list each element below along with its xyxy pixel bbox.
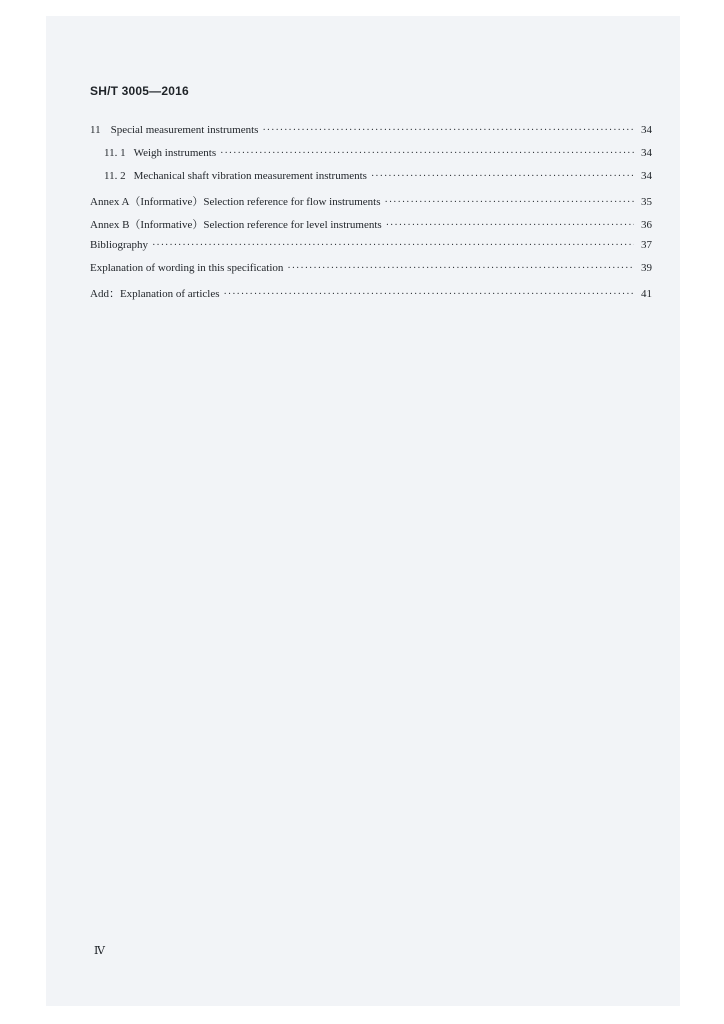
toc-entry[interactable] (90, 239, 652, 262)
toc-entry-title: Bibliography (90, 239, 149, 251)
toc-entry-page: 39 (641, 262, 652, 274)
toc-entry[interactable] (90, 216, 652, 239)
toc-entry-number: 11. 2 (104, 170, 126, 182)
toc-entry-title: Annex B（Informative）Selection reference for level instruments (90, 219, 382, 231)
document-page (46, 16, 680, 1006)
toc-entry-title: Special measurement instruments (110, 124, 259, 136)
toc-entry-title: Weigh instruments (133, 147, 217, 159)
toc-entry-number: 11. 1 (104, 147, 126, 159)
toc-leader-dots (152, 240, 634, 251)
toc-entry[interactable] (90, 262, 652, 285)
toc-entry[interactable] (90, 147, 652, 170)
toc-leader-dots (287, 263, 634, 274)
document-code: SH/T 3005—2016 (90, 84, 189, 98)
toc-entry[interactable] (90, 170, 652, 193)
toc-entry-page: 34 (641, 170, 652, 182)
toc-leader-dots (371, 171, 634, 182)
toc-entry-page: 35 (641, 196, 652, 208)
toc-entry-page: 36 (641, 219, 652, 231)
toc-entry[interactable] (90, 124, 652, 147)
toc-entry-page: 41 (641, 288, 652, 300)
toc-entry-number: 11 (90, 124, 101, 136)
toc-entry-title: Mechanical shaft vibration measurement instruments (133, 170, 367, 182)
toc-entry-title: Add：Explanation of articles (90, 288, 220, 300)
toc-entry-page: 37 (641, 239, 652, 251)
toc-entry-page: 34 (641, 147, 652, 159)
toc-leader-dots (385, 197, 635, 208)
page-folio: Ⅳ (94, 945, 105, 957)
toc-leader-dots (262, 125, 634, 136)
toc-entry[interactable] (90, 193, 652, 216)
toc-leader-dots (224, 289, 634, 300)
toc-entry-title: Annex A（Informative）Selection reference for flow instruments (90, 196, 381, 208)
table-of-contents (90, 124, 652, 308)
toc-entry-page: 34 (641, 124, 652, 136)
toc-leader-dots (220, 148, 634, 159)
toc-entry[interactable] (90, 285, 652, 308)
toc-entry-title: Explanation of wording in this specification (90, 262, 284, 274)
toc-leader-dots (386, 220, 634, 231)
